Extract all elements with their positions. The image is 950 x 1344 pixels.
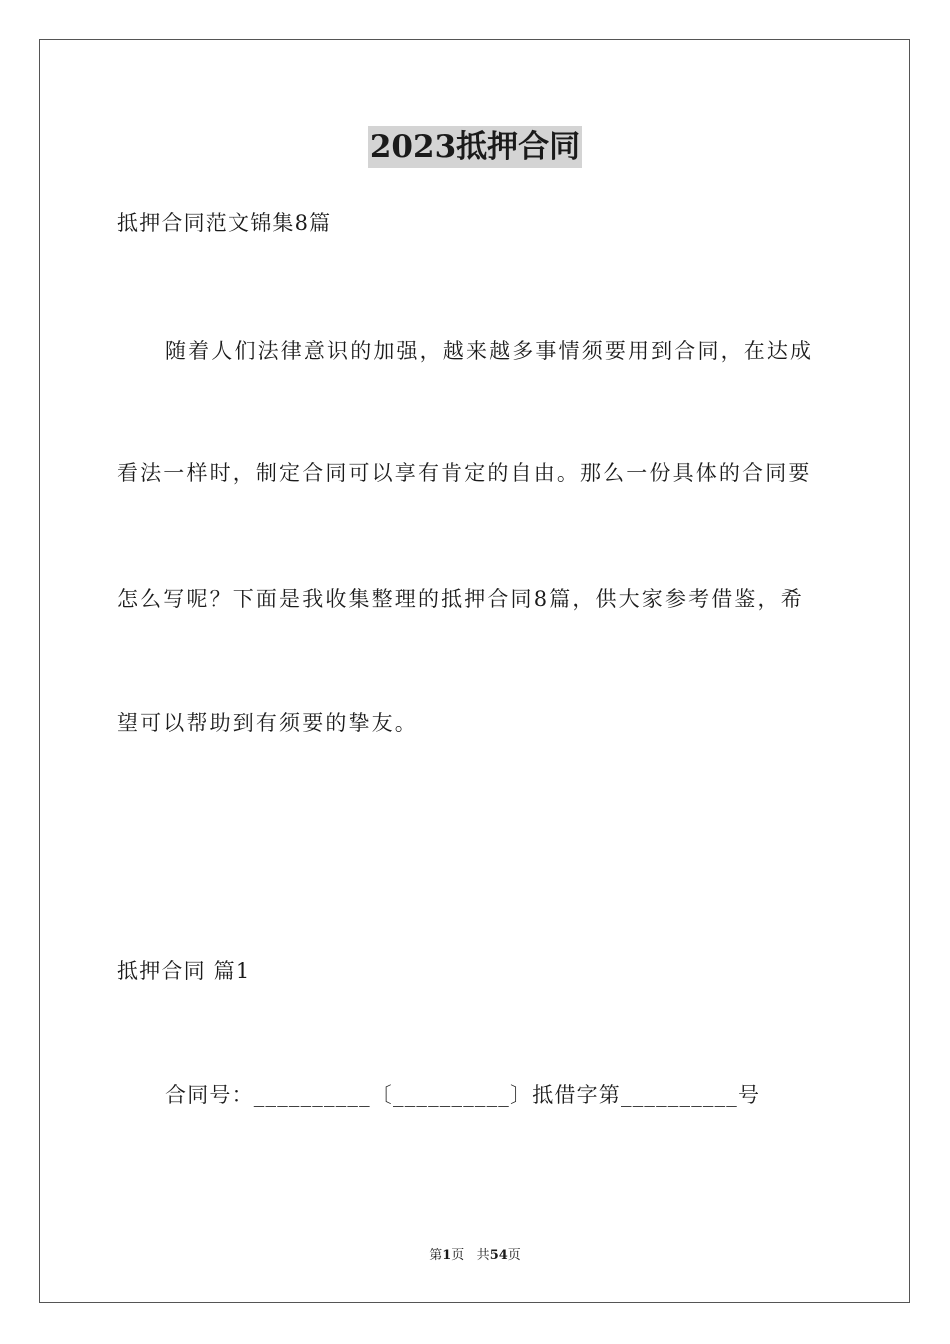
footer-page-prefix: 第 xyxy=(429,1248,443,1263)
page-footer xyxy=(0,1247,950,1265)
intro-paragraph-line: 望可以帮助到有须要的挚友。 xyxy=(117,711,418,735)
intro-paragraph-line: 随着人们法律意识的加强，越来越多事情须要用到合同，在达成 xyxy=(165,339,814,363)
document-subtitle: 抵押合同范文锦集8篇 xyxy=(117,211,332,235)
title-container xyxy=(0,126,950,168)
intro-paragraph-line: 看法一样时，制定合同可以享有肯定的自由。那么一份具体的合同要 xyxy=(117,461,812,485)
footer-total-prefix: 共 xyxy=(476,1248,490,1263)
document-title: 2023抵押合同 xyxy=(368,126,582,168)
footer-page-number: 1 xyxy=(442,1248,452,1263)
section-heading: 抵押合同 篇1 xyxy=(117,959,251,983)
contract-number-line: 合同号：__________〔__________〕抵借字第__________号 xyxy=(165,1083,761,1107)
footer-page-suffix: 页 xyxy=(451,1248,465,1263)
footer-total-pages: 54 xyxy=(489,1248,508,1263)
footer-total-suffix: 页 xyxy=(507,1248,521,1263)
intro-paragraph-line: 怎么写呢？下面是我收集整理的抵押合同8篇，供大家参考借鉴，希 xyxy=(117,587,804,611)
